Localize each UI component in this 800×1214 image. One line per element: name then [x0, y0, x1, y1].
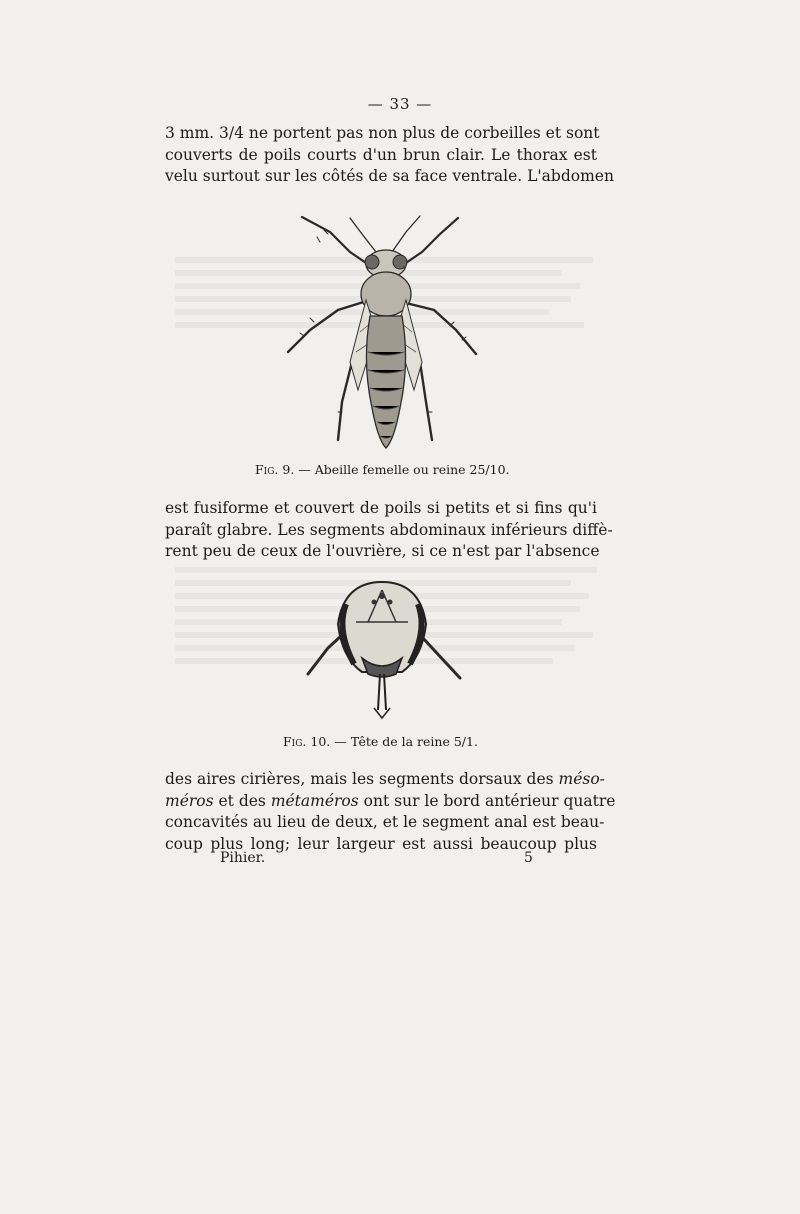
queen-bee-illustration — [280, 212, 500, 452]
paragraph-2 — [165, 498, 613, 563]
figure-9-label: Fig. 9. — [255, 462, 295, 477]
paragraph-1 — [165, 123, 614, 188]
footer-sheet-number: 5 — [524, 850, 533, 866]
text-line — [165, 769, 605, 791]
text-line: paraît glabre. Les segments abdominaux inférieurs diffè- — [165, 520, 613, 539]
text-line: coup plus long; leur largeur est aussi beaucoup plus — [165, 834, 597, 853]
italic-term: méros — [165, 791, 214, 810]
figure-9-caption — [255, 462, 510, 477]
footer-signature: Pihier. — [220, 850, 266, 866]
text-line: concavités au lieu de deux, et le segment anal est beau- — [165, 813, 605, 831]
italic-term: métaméros — [270, 791, 359, 810]
page-number: — 33 — — [367, 95, 433, 113]
figure-10-label: Fig. 10. — [283, 734, 331, 749]
paragraph-3 — [165, 769, 616, 855]
italic-term: méso- — [558, 770, 605, 788]
text-run: et des — [213, 791, 271, 810]
text-line: couverts de poils courts d'un brun clair. Le thorax est — [165, 145, 597, 164]
text-line — [165, 791, 616, 813]
figure-10-caption — [283, 734, 478, 749]
queen-head-illustration — [298, 578, 468, 718]
figure-10-text: — Tête de la reine 5/1. — [334, 734, 478, 749]
text-line: rent peu de ceux de l'ouvrière, si ce n'est par l'absence — [165, 542, 600, 560]
text-run: ont sur le bord antérieur quatre — [358, 791, 616, 810]
text-line: 3 mm. 3/4 ne portent pas non plus de corbeilles et sont — [165, 124, 600, 142]
figure-9-text: — Abeille femelle ou reine 25/10. — [298, 462, 510, 477]
text-line: est fusiforme et couvert de poils si petits et si fins qu'i — [165, 499, 597, 517]
text-run: des aires cirières, mais les segments dorsaux des — [165, 770, 559, 788]
text-line: velu surtout sur les côtés de sa face ventrale. L'abdomen — [165, 167, 614, 185]
